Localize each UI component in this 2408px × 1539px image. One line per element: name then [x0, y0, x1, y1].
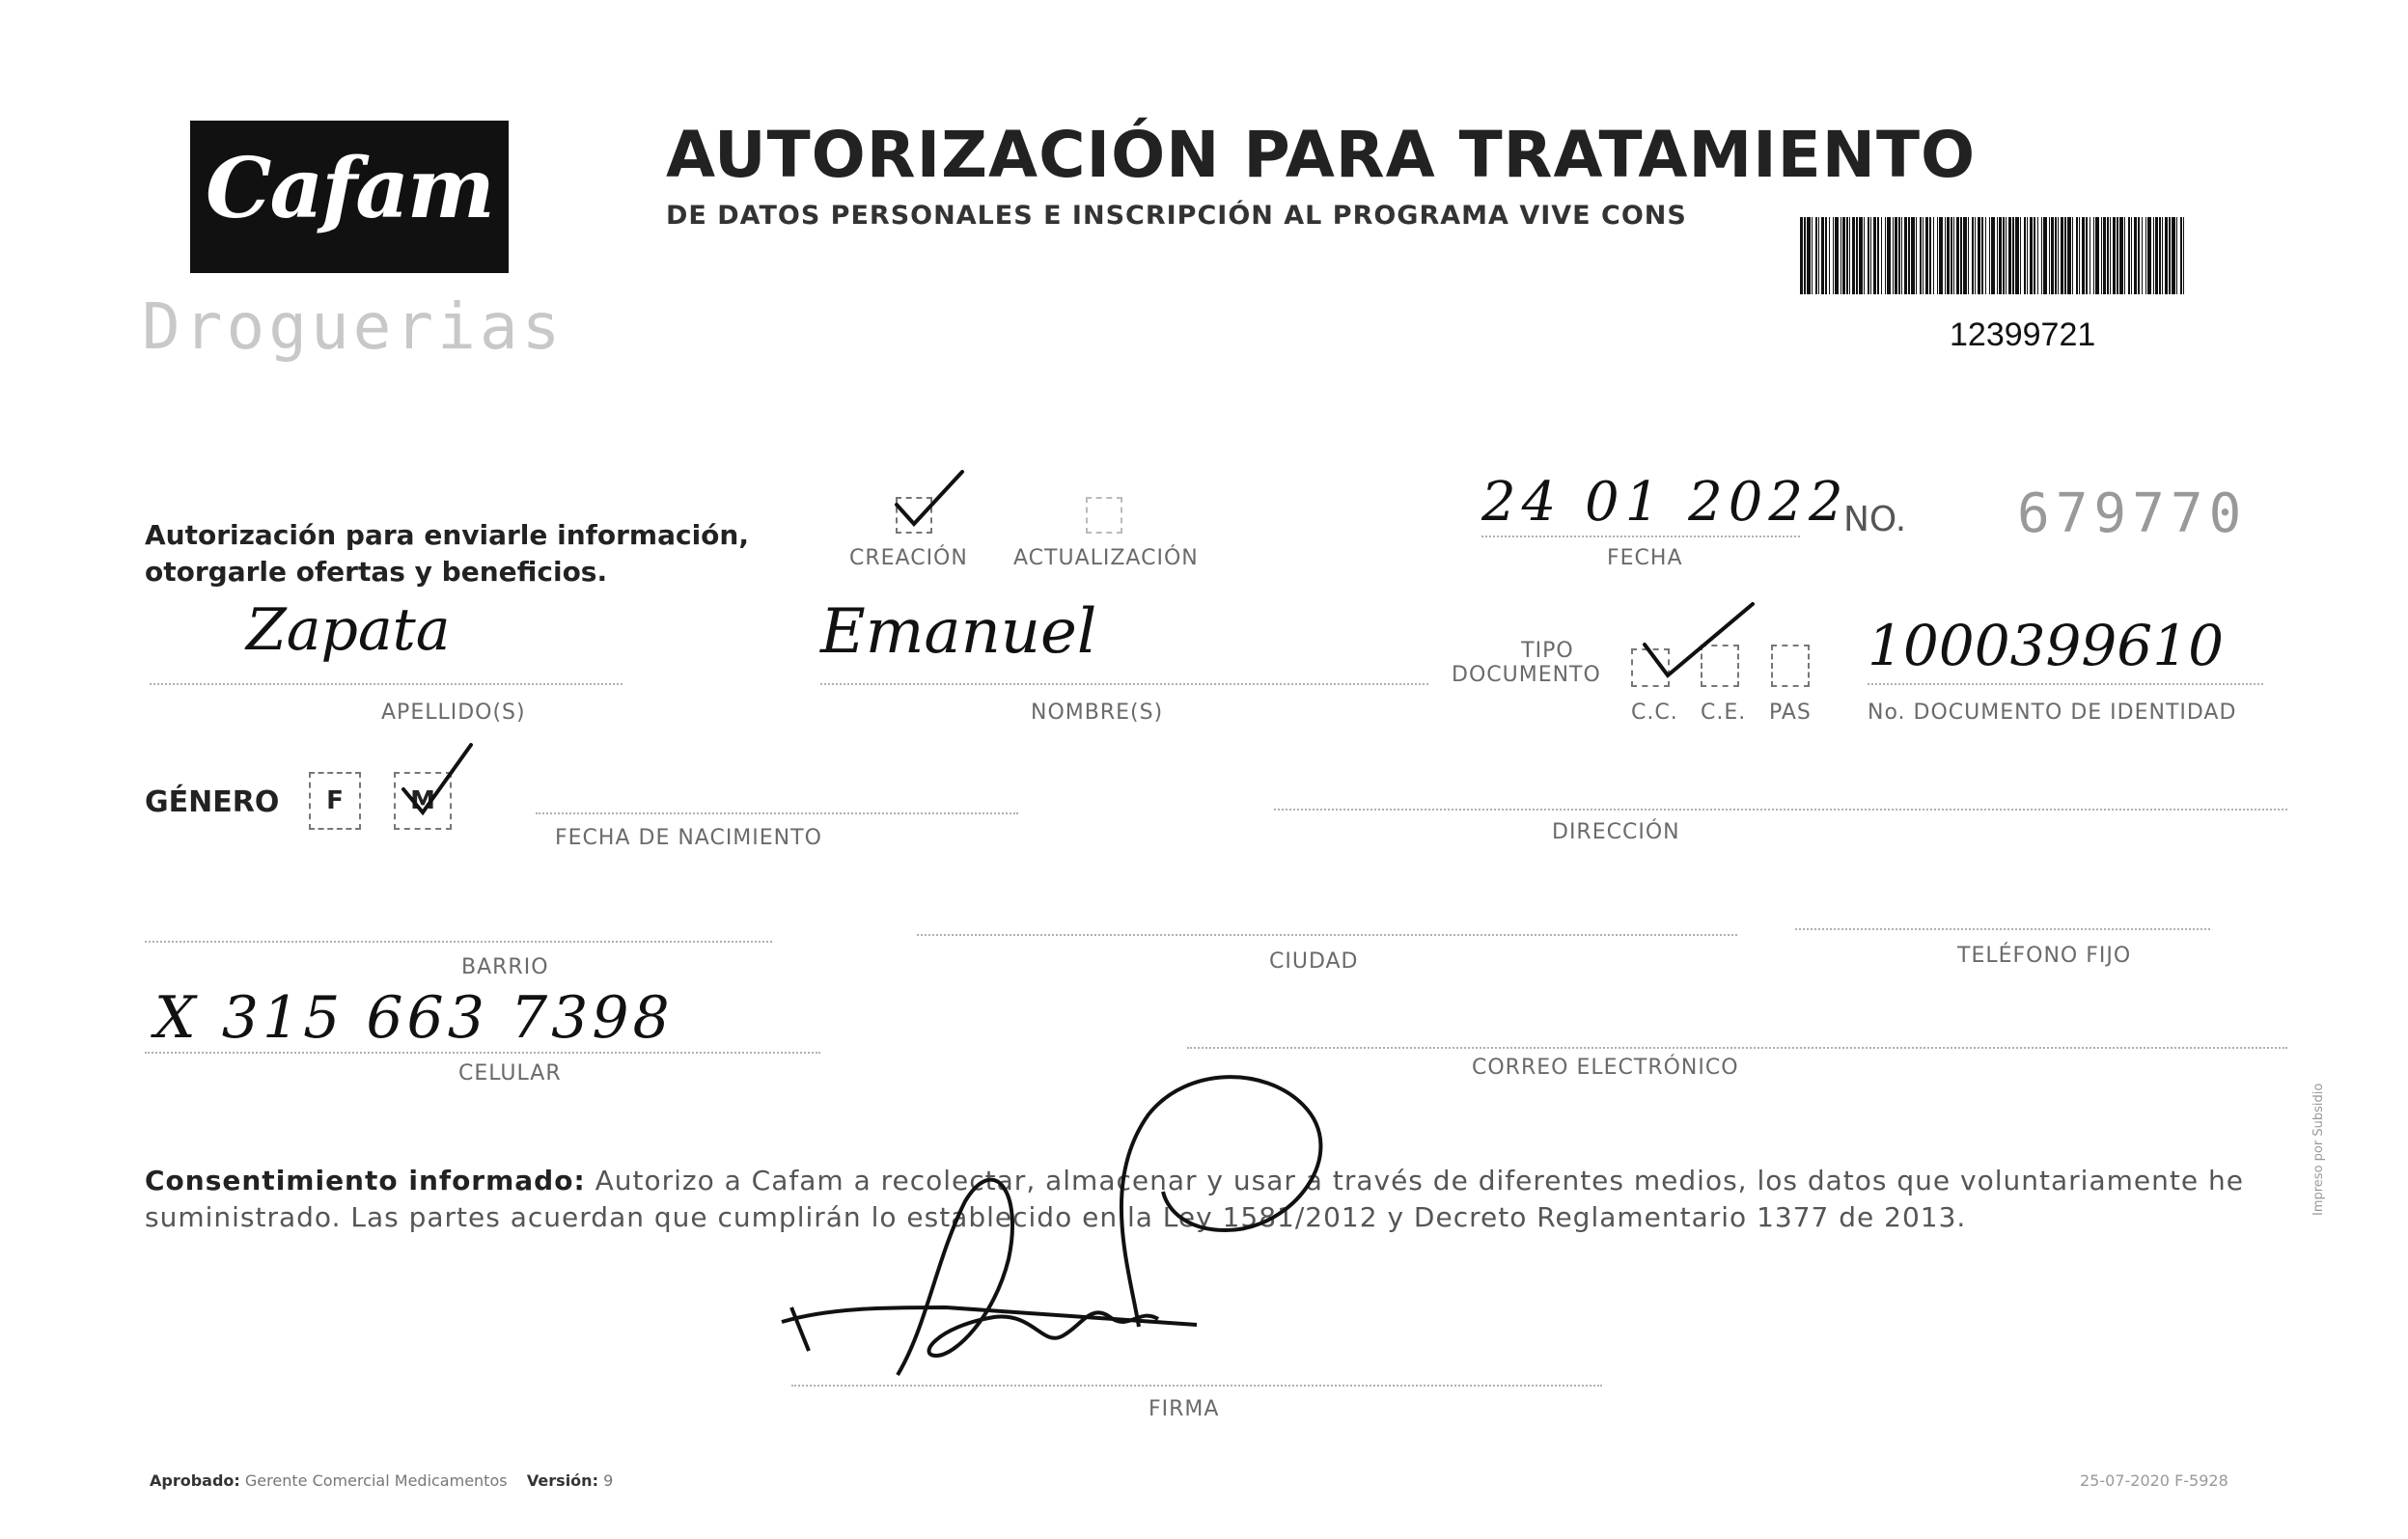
barcode-bar [2128, 217, 2130, 294]
barcode-bar [2165, 217, 2168, 294]
barcode-bar [2124, 217, 2125, 294]
barcode [1800, 217, 2186, 294]
barcode-bar [1911, 217, 1915, 294]
barcode-bar [2072, 217, 2073, 294]
barcode-bar [2142, 217, 2143, 294]
barcode-bar [2027, 217, 2028, 294]
date-value: 24 01 2022 [1481, 471, 1849, 534]
barcode-bar [2159, 217, 2161, 294]
barcode-bar [2093, 217, 2094, 294]
version-value: 9 [603, 1471, 614, 1490]
footer-right: 25-07-2020 F-5928 [2080, 1471, 2228, 1490]
nombres-label: NOMBRE(S) [1031, 701, 1164, 725]
documento-line [1868, 683, 2263, 685]
ciudad-label: CIUDAD [1269, 949, 1359, 974]
barcode-bar [2064, 217, 2066, 294]
direccion-line [1274, 809, 2287, 811]
barcode-bar [1997, 217, 1998, 294]
version-label: Versión: [526, 1471, 598, 1490]
barcode-bar [2008, 217, 2011, 294]
barcode-bar [2103, 217, 2106, 294]
barcode-bar [1849, 217, 1850, 294]
barcode-bar [1833, 217, 1834, 294]
genero-label: GÉNERO [145, 785, 280, 819]
barcode-bar [1821, 217, 1824, 294]
barcode-bar [2107, 217, 2109, 294]
apellidos-label: APELLIDO(S) [381, 701, 526, 725]
barcode-bar [1864, 217, 1865, 294]
barcode-bar [1885, 217, 1886, 294]
documento-value: 1000399610 [1868, 613, 2225, 678]
barcode-bar [1933, 217, 1934, 294]
barcode-bar [2015, 217, 2019, 294]
barcode-number: 12399721 [1950, 316, 2096, 353]
barcode-bar [1835, 217, 1839, 294]
barcode-bar [1873, 217, 1876, 294]
barcode-bar [2006, 217, 2007, 294]
genero-f-checkbox[interactable]: F [309, 772, 361, 830]
barcode-bar [1904, 217, 1907, 294]
barcode-bar [1901, 217, 1902, 294]
barcode-bar [2113, 217, 2116, 294]
barcode-bar [1937, 217, 1938, 294]
document-title: AUTORIZACIÓN PARA TRATAMIENTO [666, 118, 1977, 192]
creacion-check-mark-icon [893, 468, 970, 536]
barcode-bar [1804, 217, 1806, 294]
firma-line [791, 1385, 1602, 1387]
barcode-bar [1956, 217, 1959, 294]
barcode-bar [1800, 217, 1803, 294]
cafam-logo [190, 121, 509, 273]
barcode-bar [1951, 217, 1952, 294]
barcode-bar [1968, 217, 1969, 294]
barrio-label: BARRIO [461, 955, 549, 979]
barcode-bar [1895, 217, 1897, 294]
barcode-bar [1953, 217, 1954, 294]
barcode-bar [2134, 217, 2137, 294]
tipo-pas-checkbox[interactable] [1771, 645, 1810, 687]
barcode-bar [2155, 217, 2158, 294]
barcode-bar [2169, 217, 2171, 294]
barcode-bar [2145, 217, 2146, 294]
barcode-bar [1859, 217, 1863, 294]
apellidos-value: Zapata [246, 596, 451, 664]
barcode-bar [1916, 217, 1917, 294]
consent-heading: Consentimiento informado: [145, 1165, 586, 1196]
barcode-bar [2095, 217, 2099, 294]
barcode-bar [1846, 217, 1848, 294]
telefono-fijo-line [1795, 928, 2210, 930]
barcode-bar [2055, 217, 2057, 294]
firma-label: FIRMA [1149, 1397, 1220, 1421]
barcode-bar [1947, 217, 1950, 294]
barcode-bar [2101, 217, 2102, 294]
barcode-bar [1972, 217, 1974, 294]
barcode-bar [2030, 217, 2033, 294]
apellidos-line [150, 683, 623, 685]
barcode-bar [1908, 217, 1910, 294]
barcode-bar [2079, 217, 2080, 294]
barrio-line [145, 941, 772, 943]
barcode-bar [2037, 217, 2038, 294]
barcode-bar [1818, 217, 1819, 294]
barcode-bar [2183, 217, 2184, 294]
brand-subtitle: Droguerias [142, 289, 565, 364]
barcode-bar [2024, 217, 2026, 294]
barcode-bar [1807, 217, 1811, 294]
barcode-bar [1893, 217, 1894, 294]
direccion-label: DIRECCIÓN [1552, 820, 1680, 844]
barcode-bar [2138, 217, 2140, 294]
correo-line [1187, 1047, 2287, 1049]
barcode-bar [2067, 217, 2071, 294]
tipo-cc-label: C.C. [1631, 701, 1678, 725]
barcode-bar [2076, 217, 2078, 294]
barcode-bar [1842, 217, 1845, 294]
creacion-label: CREACIÓN [849, 546, 968, 570]
barcode-bar [1989, 217, 1990, 294]
barcode-bar [2012, 217, 2014, 294]
date-label: FECHA [1607, 546, 1683, 570]
aprobado-value: Gerente Comercial Medicamentos [244, 1471, 508, 1490]
barcode-bar [1812, 217, 1813, 294]
ciudad-line [917, 934, 1737, 936]
tipo-pas-label: PAS [1769, 701, 1812, 725]
barcode-bar [1991, 217, 1995, 294]
barcode-bar [2020, 217, 2021, 294]
barcode-bar [1887, 217, 1891, 294]
barcode-bar [2043, 217, 2047, 294]
barcode-bar [2086, 217, 2088, 294]
barcode-bar [2147, 217, 2151, 294]
barcode-bar [2058, 217, 2059, 294]
barcode-bar [1852, 217, 1855, 294]
barcode-bar [2061, 217, 2063, 294]
logo-text: Cafam [206, 140, 493, 237]
barcode-bar [2117, 217, 2118, 294]
intro-line-2: otorgarle ofertas y beneficios. [145, 556, 608, 588]
barcode-bar [1945, 217, 1946, 294]
genero-m-checkbox[interactable]: M [394, 772, 452, 830]
documento-label: No. DOCUMENTO DE IDENTIDAD [1868, 701, 2237, 725]
correo-label: CORREO ELECTRÓNICO [1472, 1056, 1739, 1080]
barcode-bar [2041, 217, 2042, 294]
barcode-bar [1939, 217, 1943, 294]
document-subtitle: DE DATOS PERSONALES E INSCRIPCIÓN AL PROGRAMA VIVE CONS [666, 201, 1687, 231]
barcode-bar [1856, 217, 1858, 294]
barcode-bar [2110, 217, 2111, 294]
side-print-note: Impreso por Subsidio [2311, 1083, 2326, 1216]
barcode-bar [1829, 217, 1830, 294]
barcode-bar [2034, 217, 2035, 294]
barcode-bar [1815, 217, 1817, 294]
celular-line [145, 1052, 820, 1054]
tipo-ce-label: C.E. [1701, 701, 1747, 725]
date-line [1481, 536, 1800, 537]
genero-m-check-mark-icon [398, 741, 475, 818]
barcode-bar [1975, 217, 1976, 294]
barcode-bar [1923, 217, 1924, 294]
consent-text: Autorizo a Cafam a recolectar, almacenar y usar a través de diferentes medios, los datos que voluntariamente he suministrado. Las partes acuerdan que cumplirán lo establecido en la Ley 1581/2012 y Decreto Reglamentario 1377 de 2013. [145, 1165, 2244, 1233]
barcode-bar [2003, 217, 2005, 294]
barcode-bar [1825, 217, 1827, 294]
nombres-line [820, 683, 1428, 685]
barcode-bar [2153, 217, 2154, 294]
fecha-nacimiento-label: FECHA DE NACIMIENTO [555, 826, 822, 850]
actualizacion-label: ACTUALIZACIÓN [1013, 546, 1199, 570]
barcode-bar [2172, 217, 2175, 294]
barcode-bar [1925, 217, 1928, 294]
aprobado-label: Aprobado: [150, 1471, 240, 1490]
barcode-bar [2176, 217, 2177, 294]
barcode-bar [1929, 217, 1931, 294]
celular-label: CELULAR [458, 1061, 562, 1086]
barcode-bar [2180, 217, 2182, 294]
barcode-bar [2119, 217, 2123, 294]
barcode-bar [1963, 217, 1967, 294]
tipo-documento-label: TIPO DOCUMENTO [1452, 639, 1601, 687]
number-label: NO. [1843, 500, 1907, 539]
signature-scribble [772, 1066, 1448, 1394]
barcode-bar [1898, 217, 1900, 294]
barcode-bar [2162, 217, 2163, 294]
barcode-bar [1870, 217, 1871, 294]
barcode-bar [1960, 217, 1962, 294]
barcode-bar [1868, 217, 1869, 294]
barcode-bar [2131, 217, 2132, 294]
barcode-bar [1920, 217, 1922, 294]
barcode-bar [1978, 217, 1980, 294]
intro-text [145, 517, 749, 591]
barcode-bar [1877, 217, 1879, 294]
barcode-bar [2049, 217, 2050, 294]
barcode-bar [1985, 217, 1986, 294]
celular-value: X 315 663 7398 [154, 984, 674, 1052]
barcode-bar [2051, 217, 2054, 294]
barcode-bar [1881, 217, 1882, 294]
form-number: 679770 [2017, 482, 2248, 545]
barcode-bar [1981, 217, 1983, 294]
footer-left [150, 1471, 613, 1490]
tipo-cc-check-mark-icon [1641, 600, 1757, 687]
barcode-bar [2082, 217, 2085, 294]
barcode-bar [1999, 217, 2002, 294]
nombres-value: Emanuel [820, 596, 1097, 668]
actualizacion-checkbox[interactable] [1086, 497, 1122, 534]
fecha-nacimiento-line [536, 812, 1018, 814]
intro-line-1: Autorización para enviarle información, [145, 519, 749, 551]
telefono-fijo-label: TELÉFONO FIJO [1957, 944, 2132, 968]
